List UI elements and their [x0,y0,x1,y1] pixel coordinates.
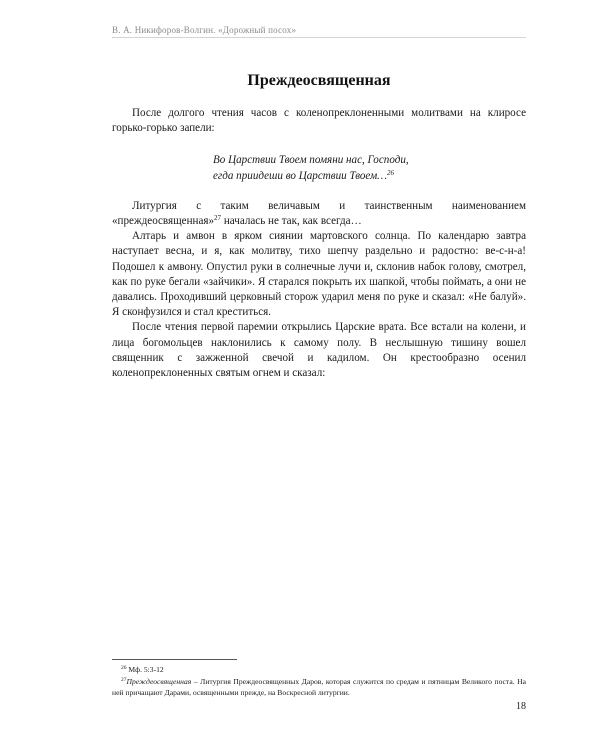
paragraph-4: После чтения первой паремии открылись Царские врата. Все встали на колени, и лица богомольцев наклонились к самому полу. В неслышную тишину вошел священник с зажженной свечой и кадилом. Он крестообразно осенил коленопреклоненных святым огнем и сказал: [112,321,526,380]
footnote-27 [112,676,526,699]
footnote-27-number: 27 [121,676,127,683]
paragraph-1: После долгого чтения часов с коленопреклоненными молитвами на клиросе горько-горько запели: [112,107,526,135]
verse-line-2 [213,169,526,184]
footnote-27-term: Преждеосвященная [126,676,192,686]
paragraph-3: Алтарь и амвон в ярком сиянии мартовского солнца. По календарю завтра наступает весна, и я, как молитву, тихо шепчу раздельно и радостно: ве-с-н-а! Подошел к амвону. Опустил руки в солнечные лучи и, склонив набок голову, смотрел, как по руке бегали «зайчики». Я старался покрыть их шапкой, чтобы поймать, а они не давались. Проходивший церковный сторож ударил меня по руке и сказал: «Не балуй». Я сконфузился и стал креститься. [112,230,526,319]
footnote-26 [112,664,526,676]
body-text [112,106,526,381]
footnote-26-number: 26 [121,665,127,671]
verse-quote [213,153,526,183]
footnotes [112,664,526,699]
chapter-title: Преждеосвященная [247,72,391,89]
footnote-27-text: – Литургия Преждеосвященных Даров, которая служится по средам и пятницам Великого поста. На ней причащают Дарами, освященными прежде, на Воскресной литургии. [112,676,526,697]
footnote-26-text: Мф. 5:3-12 [126,665,164,674]
footnote-rule [112,659,237,660]
page-number: 18 [516,701,526,712]
paragraph-2-continuation: началась не так, как всегда… [221,215,362,228]
verse-line-1: Во Царствии Твоем помяни нас, Господи, [213,154,409,167]
paragraph-2 [112,199,526,229]
verse-line-2-text: егда приидеши во Царствии Твоем… [213,169,388,182]
running-header: В. А. Никифоров-Волгин. «Дорожный посох» [112,25,297,35]
footnote-ref-26[interactable]: 26 [387,168,395,177]
footnote-ref-27[interactable]: 27 [214,214,222,223]
header-rule [112,37,526,38]
paragraph-2-text: Литургия с таким величавым и таинственным наименованием «преждеосвященная» [112,199,526,228]
